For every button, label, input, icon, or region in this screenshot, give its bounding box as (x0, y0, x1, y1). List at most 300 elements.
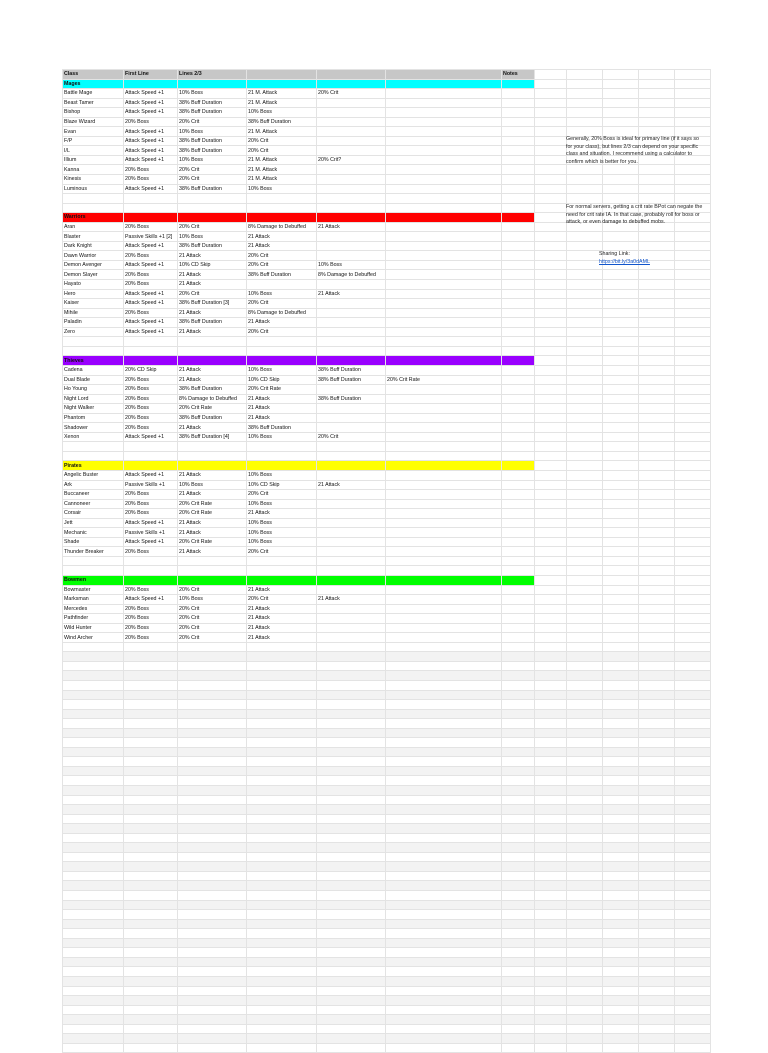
cell[interactable]: 20% Boss (124, 499, 178, 509)
cell[interactable] (317, 805, 386, 815)
cell[interactable]: 20% Crit (247, 490, 317, 500)
cell[interactable]: 20% Boss (124, 585, 178, 595)
cell[interactable] (639, 833, 675, 843)
cell[interactable] (63, 996, 124, 1006)
cell[interactable] (675, 652, 711, 662)
cell[interactable] (63, 346, 124, 356)
cell[interactable] (639, 518, 675, 528)
class-name[interactable]: Thunder Breaker (63, 547, 124, 557)
cell[interactable] (502, 585, 535, 595)
cell[interactable] (124, 805, 178, 815)
cell[interactable] (247, 871, 317, 881)
cell[interactable] (535, 585, 567, 595)
cell[interactable] (317, 957, 386, 967)
class-name[interactable]: Hayato (63, 280, 124, 290)
cell[interactable] (567, 175, 603, 185)
cell[interactable] (535, 556, 567, 566)
notes-header[interactable]: Notes (502, 70, 535, 80)
cell[interactable] (502, 184, 535, 194)
cell[interactable] (317, 184, 386, 194)
cell[interactable]: Attack Speed +1 (124, 289, 178, 299)
class-name[interactable]: Blaster (63, 232, 124, 242)
cell[interactable] (567, 614, 603, 624)
cell[interactable] (178, 79, 247, 89)
cell[interactable] (247, 681, 317, 691)
cell[interactable] (386, 862, 502, 872)
cell[interactable] (124, 213, 178, 223)
cell[interactable] (502, 490, 535, 500)
cell[interactable] (63, 671, 124, 681)
cell[interactable] (178, 642, 247, 652)
cell[interactable] (317, 766, 386, 776)
cell[interactable] (386, 852, 502, 862)
cell[interactable] (317, 490, 386, 500)
cell[interactable] (247, 642, 317, 652)
cell[interactable] (675, 175, 711, 185)
cell[interactable] (124, 786, 178, 796)
cell[interactable] (535, 805, 567, 815)
sharing-link[interactable]: https://bit.ly/3a0dAML (599, 259, 650, 265)
cell[interactable] (639, 700, 675, 710)
cell[interactable] (675, 108, 711, 118)
cell[interactable] (386, 461, 502, 471)
cell[interactable] (639, 280, 675, 290)
class-name[interactable]: Bishop (63, 108, 124, 118)
cell[interactable] (317, 1005, 386, 1015)
cell[interactable] (317, 919, 386, 929)
cell[interactable] (603, 117, 639, 127)
cell[interactable] (603, 451, 639, 461)
cell[interactable] (535, 757, 567, 767)
cell[interactable] (535, 470, 567, 480)
cell[interactable] (535, 652, 567, 662)
cell[interactable] (675, 948, 711, 958)
cell[interactable] (567, 747, 603, 757)
cell[interactable] (386, 70, 502, 80)
cell[interactable] (603, 661, 639, 671)
cell[interactable]: 10% Boss (247, 432, 317, 442)
class-name[interactable]: Mechanic (63, 528, 124, 538)
cell[interactable] (386, 575, 502, 585)
cell[interactable] (386, 728, 502, 738)
cell[interactable] (502, 518, 535, 528)
cell[interactable] (317, 327, 386, 337)
class-name[interactable]: Phantom (63, 413, 124, 423)
cell[interactable] (124, 747, 178, 757)
cell[interactable] (567, 451, 603, 461)
cell[interactable] (317, 910, 386, 920)
cell[interactable] (535, 79, 567, 89)
cell[interactable]: 21 Attack (247, 394, 317, 404)
cell[interactable] (603, 165, 639, 175)
cell[interactable]: Attack Speed +1 (124, 537, 178, 547)
cell[interactable] (567, 385, 603, 395)
cell[interactable] (567, 499, 603, 509)
cell[interactable] (178, 194, 247, 204)
cell[interactable] (502, 556, 535, 566)
cell[interactable] (675, 547, 711, 557)
cell[interactable] (124, 852, 178, 862)
cell[interactable] (247, 79, 317, 89)
cell[interactable] (124, 814, 178, 824)
cell[interactable] (675, 1024, 711, 1034)
cell[interactable] (535, 175, 567, 185)
cell[interactable] (502, 260, 535, 270)
cell[interactable] (63, 690, 124, 700)
cell[interactable] (502, 528, 535, 538)
cell[interactable] (317, 385, 386, 395)
cell[interactable] (386, 1024, 502, 1034)
cell[interactable] (603, 442, 639, 452)
class-name[interactable]: Bowmaster (63, 585, 124, 595)
cell[interactable] (535, 776, 567, 786)
cell[interactable] (178, 881, 247, 891)
cell[interactable] (502, 1005, 535, 1015)
cell[interactable] (675, 575, 711, 585)
cell[interactable] (567, 509, 603, 519)
cell[interactable] (535, 1015, 567, 1025)
cell[interactable] (675, 719, 711, 729)
cell[interactable] (675, 1034, 711, 1044)
cell[interactable] (63, 814, 124, 824)
cell[interactable] (386, 175, 502, 185)
cell[interactable] (502, 976, 535, 986)
cell[interactable] (567, 375, 603, 385)
cell[interactable] (603, 1024, 639, 1034)
cell[interactable] (247, 70, 317, 80)
cell[interactable] (535, 423, 567, 433)
cell[interactable] (639, 766, 675, 776)
cell[interactable] (178, 824, 247, 834)
cell[interactable] (386, 318, 502, 328)
cell[interactable] (567, 327, 603, 337)
cell[interactable]: 20% Crit (178, 604, 247, 614)
cell[interactable] (178, 671, 247, 681)
cell[interactable] (567, 1015, 603, 1025)
cell[interactable] (675, 404, 711, 414)
cell[interactable] (567, 1043, 603, 1053)
cell[interactable] (178, 948, 247, 958)
cell[interactable]: 20% Boss (124, 547, 178, 557)
cell[interactable]: 10% Boss (247, 470, 317, 480)
cell[interactable] (247, 910, 317, 920)
cell[interactable] (386, 957, 502, 967)
cell[interactable] (124, 891, 178, 901)
cell[interactable] (317, 318, 386, 328)
cell[interactable] (317, 967, 386, 977)
cell[interactable] (639, 127, 675, 137)
cell[interactable] (567, 251, 603, 261)
cell[interactable] (317, 337, 386, 347)
cell[interactable] (502, 136, 535, 146)
cell[interactable]: Passive Skills +1 (124, 480, 178, 490)
cell[interactable] (247, 1024, 317, 1034)
class-name[interactable]: Dark Knight (63, 241, 124, 251)
cell[interactable]: 20% Crit (247, 595, 317, 605)
cell[interactable] (317, 194, 386, 204)
cell[interactable] (63, 451, 124, 461)
cell[interactable]: 21 Attack (178, 280, 247, 290)
cell[interactable] (502, 356, 535, 366)
cell[interactable]: 21 Attack (317, 480, 386, 490)
cell[interactable] (317, 251, 386, 261)
cell[interactable] (639, 938, 675, 948)
cell[interactable] (639, 891, 675, 901)
cell[interactable]: 10% Boss (247, 184, 317, 194)
cell[interactable]: 10% Boss (247, 499, 317, 509)
cell[interactable] (63, 795, 124, 805)
cell[interactable] (386, 480, 502, 490)
cell[interactable] (567, 728, 603, 738)
cell[interactable] (535, 814, 567, 824)
cell[interactable] (603, 509, 639, 519)
cell[interactable] (603, 747, 639, 757)
cell[interactable] (502, 318, 535, 328)
cell[interactable] (535, 566, 567, 576)
cell[interactable] (502, 852, 535, 862)
cell[interactable] (124, 996, 178, 1006)
cell[interactable] (502, 499, 535, 509)
cell[interactable] (535, 490, 567, 500)
cell[interactable] (502, 709, 535, 719)
cell[interactable] (178, 747, 247, 757)
cell[interactable] (502, 681, 535, 691)
cell[interactable] (502, 871, 535, 881)
cell[interactable] (386, 356, 502, 366)
cell[interactable] (639, 1024, 675, 1034)
cell[interactable] (639, 814, 675, 824)
cell[interactable] (386, 738, 502, 748)
cell[interactable] (535, 155, 567, 165)
class-name[interactable]: Mihile (63, 308, 124, 318)
cell[interactable] (535, 633, 567, 643)
cell[interactable]: 21 M. Attack (247, 127, 317, 137)
cell[interactable] (675, 786, 711, 796)
cell[interactable] (247, 891, 317, 901)
cell[interactable] (567, 919, 603, 929)
cell[interactable] (124, 900, 178, 910)
cell[interactable] (386, 442, 502, 452)
cell[interactable]: 38% Buff Duration (178, 98, 247, 108)
cell[interactable] (675, 881, 711, 891)
cell[interactable] (603, 805, 639, 815)
cell[interactable] (502, 786, 535, 796)
cell[interactable]: 38% Buff Duration [4] (178, 432, 247, 442)
cell[interactable] (178, 957, 247, 967)
cell[interactable]: 21 Attack (178, 365, 247, 375)
cell[interactable]: 21 Attack (178, 251, 247, 261)
cell[interactable] (386, 1043, 502, 1053)
cell[interactable]: 10% CD Skip (178, 260, 247, 270)
cell[interactable] (535, 432, 567, 442)
cell[interactable] (386, 337, 502, 347)
cell[interactable] (639, 996, 675, 1006)
class-name[interactable]: Shadower (63, 423, 124, 433)
cell[interactable] (535, 642, 567, 652)
cell[interactable] (247, 929, 317, 939)
cell[interactable] (639, 537, 675, 547)
cell[interactable] (178, 442, 247, 452)
cell[interactable] (603, 681, 639, 691)
cell[interactable] (535, 365, 567, 375)
class-name[interactable]: Night Walker (63, 404, 124, 414)
cell[interactable] (535, 938, 567, 948)
cell[interactable] (639, 346, 675, 356)
cell[interactable] (317, 165, 386, 175)
cell[interactable] (639, 967, 675, 977)
cell[interactable] (124, 575, 178, 585)
cell[interactable] (386, 881, 502, 891)
cell[interactable] (317, 346, 386, 356)
cell[interactable] (63, 948, 124, 958)
cell[interactable] (317, 824, 386, 834)
cell[interactable] (603, 280, 639, 290)
cell[interactable] (567, 700, 603, 710)
cell[interactable] (63, 442, 124, 452)
cell[interactable] (675, 442, 711, 452)
cell[interactable] (675, 633, 711, 643)
cell[interactable] (386, 871, 502, 881)
cell[interactable] (535, 518, 567, 528)
cell[interactable] (639, 89, 675, 99)
cell[interactable]: 20% Crit Rate (178, 499, 247, 509)
cell[interactable]: 10% Boss (247, 518, 317, 528)
cell[interactable] (603, 1015, 639, 1025)
cell[interactable] (178, 766, 247, 776)
cell[interactable] (124, 957, 178, 967)
cell[interactable] (639, 623, 675, 633)
cell[interactable]: 21 Attack (317, 222, 386, 232)
cell[interactable] (63, 719, 124, 729)
cell[interactable] (603, 490, 639, 500)
cell[interactable]: 38% Buff Duration (317, 375, 386, 385)
cell[interactable] (386, 604, 502, 614)
cell[interactable]: 20% Crit Rate (386, 375, 502, 385)
cell[interactable] (603, 814, 639, 824)
cell[interactable] (675, 795, 711, 805)
cell[interactable]: 38% Buff Duration (178, 146, 247, 156)
cell[interactable] (603, 948, 639, 958)
cell[interactable] (502, 404, 535, 414)
cell[interactable] (535, 404, 567, 414)
cell[interactable]: 21 Attack (178, 547, 247, 557)
cell[interactable] (675, 814, 711, 824)
cell[interactable] (535, 766, 567, 776)
cell[interactable] (63, 1015, 124, 1025)
cell[interactable] (63, 919, 124, 929)
cell[interactable]: 20% Boss (124, 175, 178, 185)
cell[interactable] (535, 728, 567, 738)
cell[interactable] (502, 241, 535, 251)
cell[interactable] (535, 881, 567, 891)
cell[interactable] (63, 957, 124, 967)
cell[interactable] (386, 146, 502, 156)
cell[interactable] (247, 776, 317, 786)
cell[interactable] (502, 175, 535, 185)
class-header[interactable]: Class (63, 70, 124, 80)
cell[interactable] (178, 871, 247, 881)
cell[interactable] (603, 98, 639, 108)
cell[interactable]: Passive Skills +1 [2] (124, 232, 178, 242)
cell[interactable] (535, 98, 567, 108)
cell[interactable] (63, 871, 124, 881)
cell[interactable] (63, 805, 124, 815)
cell[interactable] (502, 165, 535, 175)
cell[interactable] (386, 719, 502, 729)
cell[interactable] (603, 413, 639, 423)
cell[interactable] (535, 1024, 567, 1034)
cell[interactable] (675, 194, 711, 204)
cell[interactable] (603, 1043, 639, 1053)
cell[interactable] (603, 547, 639, 557)
cell[interactable] (603, 757, 639, 767)
class-name[interactable]: Mercedes (63, 604, 124, 614)
cell[interactable] (317, 232, 386, 242)
cell[interactable] (675, 509, 711, 519)
cell[interactable] (317, 175, 386, 185)
cell[interactable] (247, 356, 317, 366)
cell[interactable] (535, 70, 567, 80)
cell[interactable] (386, 986, 502, 996)
cell[interactable] (247, 996, 317, 1006)
cell[interactable] (603, 642, 639, 652)
cell[interactable]: Attack Speed +1 (124, 470, 178, 480)
cell[interactable] (639, 175, 675, 185)
cell[interactable] (535, 289, 567, 299)
cell[interactable] (675, 413, 711, 423)
cell[interactable] (386, 996, 502, 1006)
cell[interactable] (535, 194, 567, 204)
cell[interactable] (567, 996, 603, 1006)
cell[interactable] (502, 509, 535, 519)
cell[interactable] (675, 747, 711, 757)
cell[interactable] (535, 136, 567, 146)
cell[interactable] (386, 633, 502, 643)
cell[interactable] (567, 528, 603, 538)
cell[interactable] (639, 747, 675, 757)
cell[interactable] (386, 547, 502, 557)
cell[interactable] (502, 642, 535, 652)
cell[interactable] (639, 385, 675, 395)
cell[interactable]: 38% Buff Duration (178, 136, 247, 146)
cell[interactable] (675, 556, 711, 566)
cell[interactable] (675, 738, 711, 748)
cell[interactable] (386, 155, 502, 165)
cell[interactable] (567, 661, 603, 671)
cell[interactable] (603, 175, 639, 185)
cell[interactable] (63, 194, 124, 204)
cell[interactable] (386, 490, 502, 500)
cell[interactable] (502, 98, 535, 108)
cell[interactable] (603, 786, 639, 796)
cell[interactable] (178, 938, 247, 948)
cell[interactable] (639, 900, 675, 910)
cell[interactable] (124, 833, 178, 843)
cell[interactable]: 20% CD Skip (124, 365, 178, 375)
cell[interactable] (317, 146, 386, 156)
cell[interactable] (535, 919, 567, 929)
cell[interactable] (317, 404, 386, 414)
cell[interactable] (567, 843, 603, 853)
cell[interactable] (63, 967, 124, 977)
cell[interactable] (317, 585, 386, 595)
cell[interactable] (535, 976, 567, 986)
cell[interactable] (675, 375, 711, 385)
cell[interactable] (317, 786, 386, 796)
cell[interactable] (63, 776, 124, 786)
cell[interactable] (63, 891, 124, 901)
cell[interactable] (535, 318, 567, 328)
